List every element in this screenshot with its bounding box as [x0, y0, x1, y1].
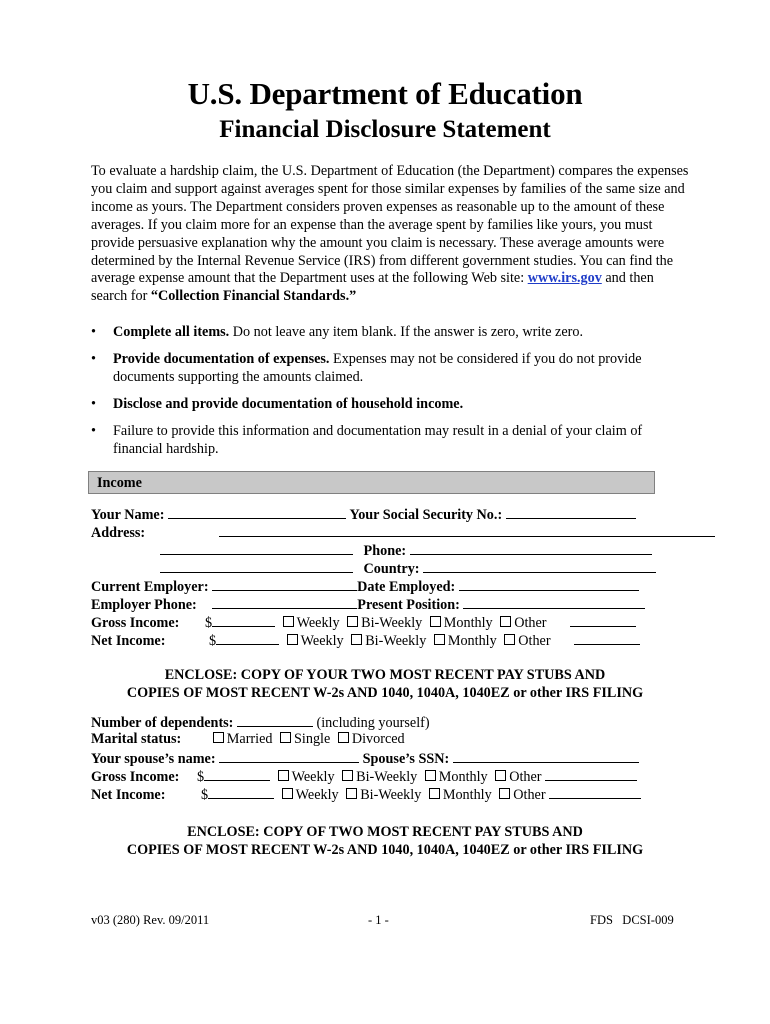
dollar-sign: $	[209, 633, 217, 649]
monthly-label: Monthly	[443, 615, 493, 631]
monthly-checkbox[interactable]	[425, 770, 436, 781]
gross-income-label: Gross Income:	[91, 615, 180, 631]
gross-income-row	[91, 613, 636, 633]
biweekly-label: Bi-Weekly	[361, 615, 423, 631]
net-income-label: Net Income:	[91, 787, 166, 803]
other-label: Other	[514, 615, 547, 631]
monthly-checkbox[interactable]	[434, 634, 445, 645]
spouse-ssn-label: Spouse’s SSN:	[362, 751, 450, 767]
bullet-text: Expenses may not be considered if you do not provide documents supporting the amounts claimed.	[113, 350, 642, 385]
dollar-sign: $	[204, 615, 213, 631]
spouse-net-income-row	[91, 785, 641, 805]
net-income-field[interactable]	[216, 631, 279, 645]
biweekly-checkbox[interactable]	[347, 616, 358, 627]
monthly-checkbox[interactable]	[429, 788, 440, 799]
spouse-ssn-field[interactable]	[453, 749, 639, 763]
divorced-checkbox[interactable]	[338, 732, 349, 743]
gross-income-field[interactable]	[212, 613, 275, 627]
employer-row	[91, 577, 639, 597]
dollar-sign: $	[201, 787, 209, 803]
bullet-bold: Provide documentation of expenses.	[113, 350, 330, 367]
spouse-net-income-field[interactable]	[208, 785, 274, 799]
page-subtitle: Financial Disclosure Statement	[219, 116, 551, 143]
biweekly-checkbox[interactable]	[346, 788, 357, 799]
bullet-icon: •	[91, 422, 96, 439]
other-label: Other	[518, 633, 551, 649]
single-label: Single	[294, 731, 331, 747]
dependents-label: Number of dependents:	[91, 715, 234, 731]
address-row	[91, 523, 715, 543]
intro-text: To evaluate a hardship claim, the U.S. Department of Education (the Department) compares the expenses you claim and support against averages spent for those similar expenses by families of the same size and income as yours. The Department considers proven expenses as reasonable up to the amount of these averages. If you claim more for an expense than the average spent by families like yours, you must provide persuasive explanation why the amount you claim is necessary. These average amounts were determined by the Internal Revenue Service (IRS) from different government studies. You can find the average expense amount that the Department uses at the following Web site:	[91, 163, 689, 287]
bullet-icon: •	[91, 324, 96, 340]
ssn-field[interactable]	[506, 505, 636, 519]
country-label: Country:	[363, 561, 420, 577]
current-employer-field[interactable]	[212, 577, 357, 591]
address-label: Address:	[91, 525, 146, 541]
married-label: Married	[226, 731, 273, 747]
weekly-checkbox[interactable]	[287, 634, 298, 645]
other-field[interactable]	[574, 631, 640, 645]
phone-label: Phone:	[363, 543, 407, 559]
biweekly-label: Bi-Weekly	[360, 787, 422, 803]
other-checkbox[interactable]	[499, 788, 510, 799]
date-employed-field[interactable]	[459, 577, 639, 591]
name-row	[91, 505, 636, 525]
weekly-label: Weekly	[295, 787, 339, 803]
monthly-label: Monthly	[447, 633, 497, 649]
marital-status-label: Marital status:	[91, 731, 182, 747]
your-name-field[interactable]	[168, 505, 346, 519]
other-checkbox[interactable]	[500, 616, 511, 627]
spouse-name-field[interactable]	[219, 749, 359, 763]
other-checkbox[interactable]	[495, 770, 506, 781]
weekly-checkbox[interactable]	[283, 616, 294, 627]
address-line3-field[interactable]	[160, 559, 353, 573]
list-item	[91, 423, 691, 459]
monthly-label: Monthly	[438, 769, 488, 785]
spouse-gross-income-row	[91, 767, 637, 787]
other-label: Other	[513, 787, 546, 803]
biweekly-checkbox[interactable]	[351, 634, 362, 645]
spouse-name-label: Your spouse’s name:	[91, 751, 216, 767]
biweekly-checkbox[interactable]	[342, 770, 353, 781]
ssn-label: Your Social Security No.:	[349, 507, 503, 523]
gross-income-label: Gross Income:	[91, 769, 180, 785]
spouse-gross-income-field[interactable]	[204, 767, 270, 781]
current-employer-label: Current Employer:	[91, 579, 209, 595]
weekly-label: Weekly	[300, 633, 344, 649]
irs-link[interactable]: www.irs.gov	[527, 270, 602, 287]
bullet-bold: Complete all items.	[113, 324, 230, 340]
dollar-sign: $	[196, 769, 205, 785]
monthly-label: Monthly	[442, 787, 492, 803]
enclose-notice-3: ENCLOSE: COPY OF TWO MOST RECENT PAY STUBS AND	[187, 824, 583, 840]
biweekly-label: Bi-Weekly	[356, 769, 418, 785]
other-field[interactable]	[545, 767, 637, 781]
employer-phone-field[interactable]	[212, 595, 357, 609]
biweekly-label: Bi-Weekly	[365, 633, 427, 649]
income-section-heading: Income	[88, 471, 655, 494]
weekly-checkbox[interactable]	[278, 770, 289, 781]
date-employed-label: Date Employed:	[357, 579, 456, 595]
footer-form-id: FDS DCSI-009	[590, 913, 674, 927]
net-income-label: Net Income:	[91, 633, 166, 649]
other-field[interactable]	[549, 785, 641, 799]
bullet-text: Do not leave any item blank. If the answer is zero, write zero.	[232, 324, 584, 340]
instructions-list	[91, 324, 691, 467]
marital-row	[91, 731, 405, 749]
other-checkbox[interactable]	[504, 634, 515, 645]
monthly-checkbox[interactable]	[430, 616, 441, 627]
list-item	[91, 324, 691, 342]
address-line2-field[interactable]	[160, 541, 353, 555]
list-item	[91, 396, 691, 414]
single-checkbox[interactable]	[280, 732, 291, 743]
bullet-text: Failure to provide this information and documentation may result in a denial of your claim of financial hardship.	[113, 422, 643, 457]
present-position-field[interactable]	[463, 595, 645, 609]
dependents-note: (including yourself)	[316, 715, 430, 731]
dependents-row	[91, 713, 430, 733]
weekly-checkbox[interactable]	[282, 788, 293, 799]
present-position-label: Present Position:	[357, 597, 460, 613]
page-title: U.S. Department of Education	[187, 76, 583, 111]
footer-version: v03 (280) Rev. 09/2011	[91, 913, 210, 927]
net-income-row	[91, 631, 640, 651]
country-row	[160, 559, 656, 579]
search-term: “Collection Financial Standards.”	[150, 288, 357, 305]
enclose-notice-2: COPIES OF MOST RECENT W-2s AND 1040, 1040A, 1040EZ or other IRS FILING	[126, 685, 644, 701]
enclose-notice-4: COPIES OF MOST RECENT W-2s AND 1040, 1040A, 1040EZ or other IRS FILING	[126, 842, 644, 858]
weekly-label: Weekly	[291, 769, 335, 785]
bullet-icon: •	[91, 350, 96, 367]
divorced-label: Divorced	[351, 731, 405, 747]
spouse-row	[91, 749, 639, 769]
your-name-label: Your Name:	[91, 507, 165, 523]
other-field[interactable]	[570, 613, 636, 627]
list-item	[91, 351, 691, 387]
weekly-label: Weekly	[296, 615, 340, 631]
footer-page-number: - 1 -	[368, 913, 389, 927]
employer-phone-label: Employer Phone:	[91, 597, 197, 613]
other-label: Other	[509, 769, 542, 785]
dependents-field[interactable]	[237, 713, 313, 727]
married-checkbox[interactable]	[213, 732, 224, 743]
intro-paragraph	[91, 163, 691, 306]
enclose-notice-1: ENCLOSE: COPY OF YOUR TWO MOST RECENT PAY STUBS AND	[164, 667, 606, 683]
employer-phone-row	[91, 595, 645, 615]
phone-row	[160, 541, 652, 561]
intro-text-after: and then search for	[91, 270, 654, 305]
bullet-icon: •	[91, 395, 96, 412]
country-field[interactable]	[423, 559, 656, 573]
bullet-bold: Disclose and provide documentation of household income.	[113, 395, 464, 412]
address-field[interactable]	[219, 523, 715, 537]
phone-field[interactable]	[410, 541, 652, 555]
